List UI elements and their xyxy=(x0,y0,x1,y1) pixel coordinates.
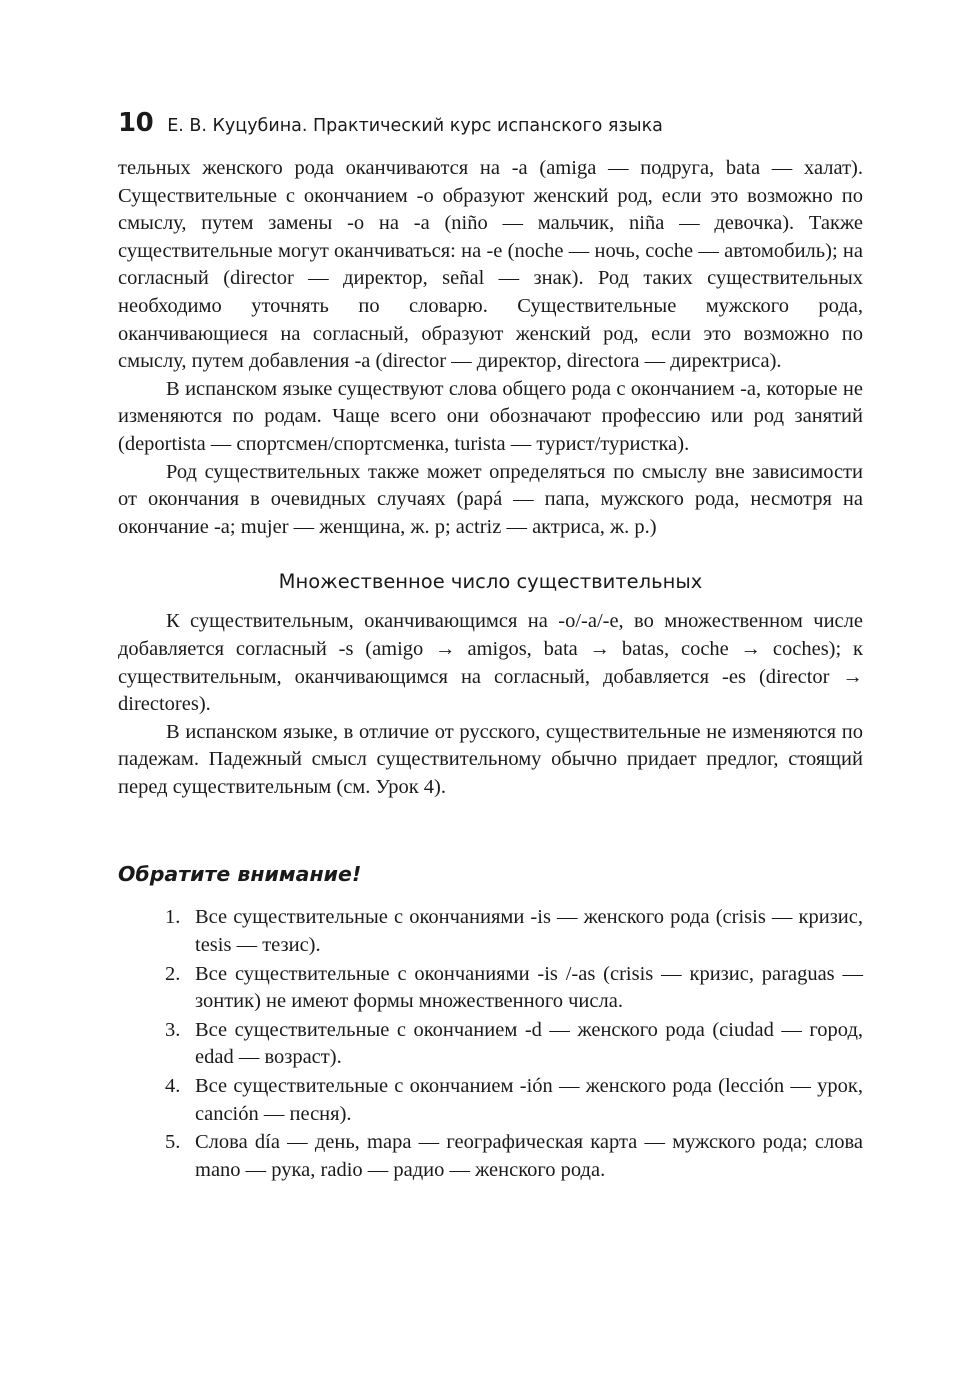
list-item-number: 5. xyxy=(165,1131,181,1154)
running-header xyxy=(118,108,863,138)
list-item xyxy=(118,1017,863,1072)
paragraph-continuation: тельных женского рода оканчиваются на -a (amiga — подруга, bata — халат). Существительные с окончанием -o образуют женский род, если это возможно по смыслу, путем замены -o на -a (niño — мальчик, niña — девочка). Также существительные могут оканчиваться: на -e (noche — ночь, coche — автомобиль); на согласный (director — директор, señal — знак). Род таких существительных необходимо уточнять по словарю. Существительные мужского рода, оканчивающиеся на согласный, образуют женский род, если это возможно по смыслу, путем добавления -a (director — директор, directora — директриса). xyxy=(118,157,863,373)
paragraph-meaning-gender: Род существительных также может определяться по смыслу вне зависимости от окончания в очевидных случаях (papá — папа, мужского рода, несмотря на окончание -a; mujer — женщина, ж. р; actriz — актриса, ж. р.) xyxy=(118,460,863,538)
list-item xyxy=(118,961,863,1016)
list-item xyxy=(118,1073,863,1128)
list-item-text: Все существительные с окончаниями -is — женского рода (crisis — кризис, tesis — тезис). xyxy=(195,906,863,957)
page-number: 10 xyxy=(118,108,154,138)
book-title: Е. В. Куцубина. Практический курс испанского языка xyxy=(167,116,663,136)
paragraph-plural: К существительным, оканчивающимся на -o/-a/-e, во множественном числе добавляется согласный -s (amigo → amigos, bata → batas, coche → coches); к существительным, оканчивающимся на согласный, добавляется -es (director → directores). xyxy=(118,610,863,716)
list-item-number: 3. xyxy=(165,1018,181,1041)
body-text xyxy=(118,155,863,1185)
list-item-text: Все существительные с окончаниями -is /-as (crisis — кризис, paraguas — зонтик) не имеют формы множественного числа. xyxy=(195,962,863,1013)
list-item-number: 4. xyxy=(165,1075,181,1098)
note-heading: Обратите внимание! xyxy=(118,862,362,887)
list-item-text: Все существительные с окончанием -ión — женского рода (lección — урок, canción — песня). xyxy=(195,1075,863,1125)
paragraph-cases: В испанском языке, в отличие от русского, существительные не изменяются по падежам. Падежный смысл существительному обычно придает предлог, стоящий перед существительным (см. Урок 4). xyxy=(118,720,863,798)
section-heading: Множественное число существительных xyxy=(278,570,703,594)
list-item-text: Все существительные с окончанием -d — женского рода (ciudad — город, edad — возраст). xyxy=(195,1018,863,1069)
list-item-number: 2. xyxy=(165,962,181,985)
list-item xyxy=(118,1129,863,1184)
list-item-number: 1. xyxy=(165,906,181,929)
note-list xyxy=(118,904,863,1184)
list-item xyxy=(118,904,863,959)
list-item-text: Слова día — день, mapa — географическая карта — мужского рода; слова mano — рука, radio — радио — женского рода. xyxy=(195,1131,863,1181)
paragraph-common-gender: В испанском языке существуют слова общего рода с окончанием -a, которые не изменяются по родам. Чаще всего они обозначают профессию или род занятий (deportista — спортсмен/спортсменка, turista — турист/туристка). xyxy=(118,377,863,455)
